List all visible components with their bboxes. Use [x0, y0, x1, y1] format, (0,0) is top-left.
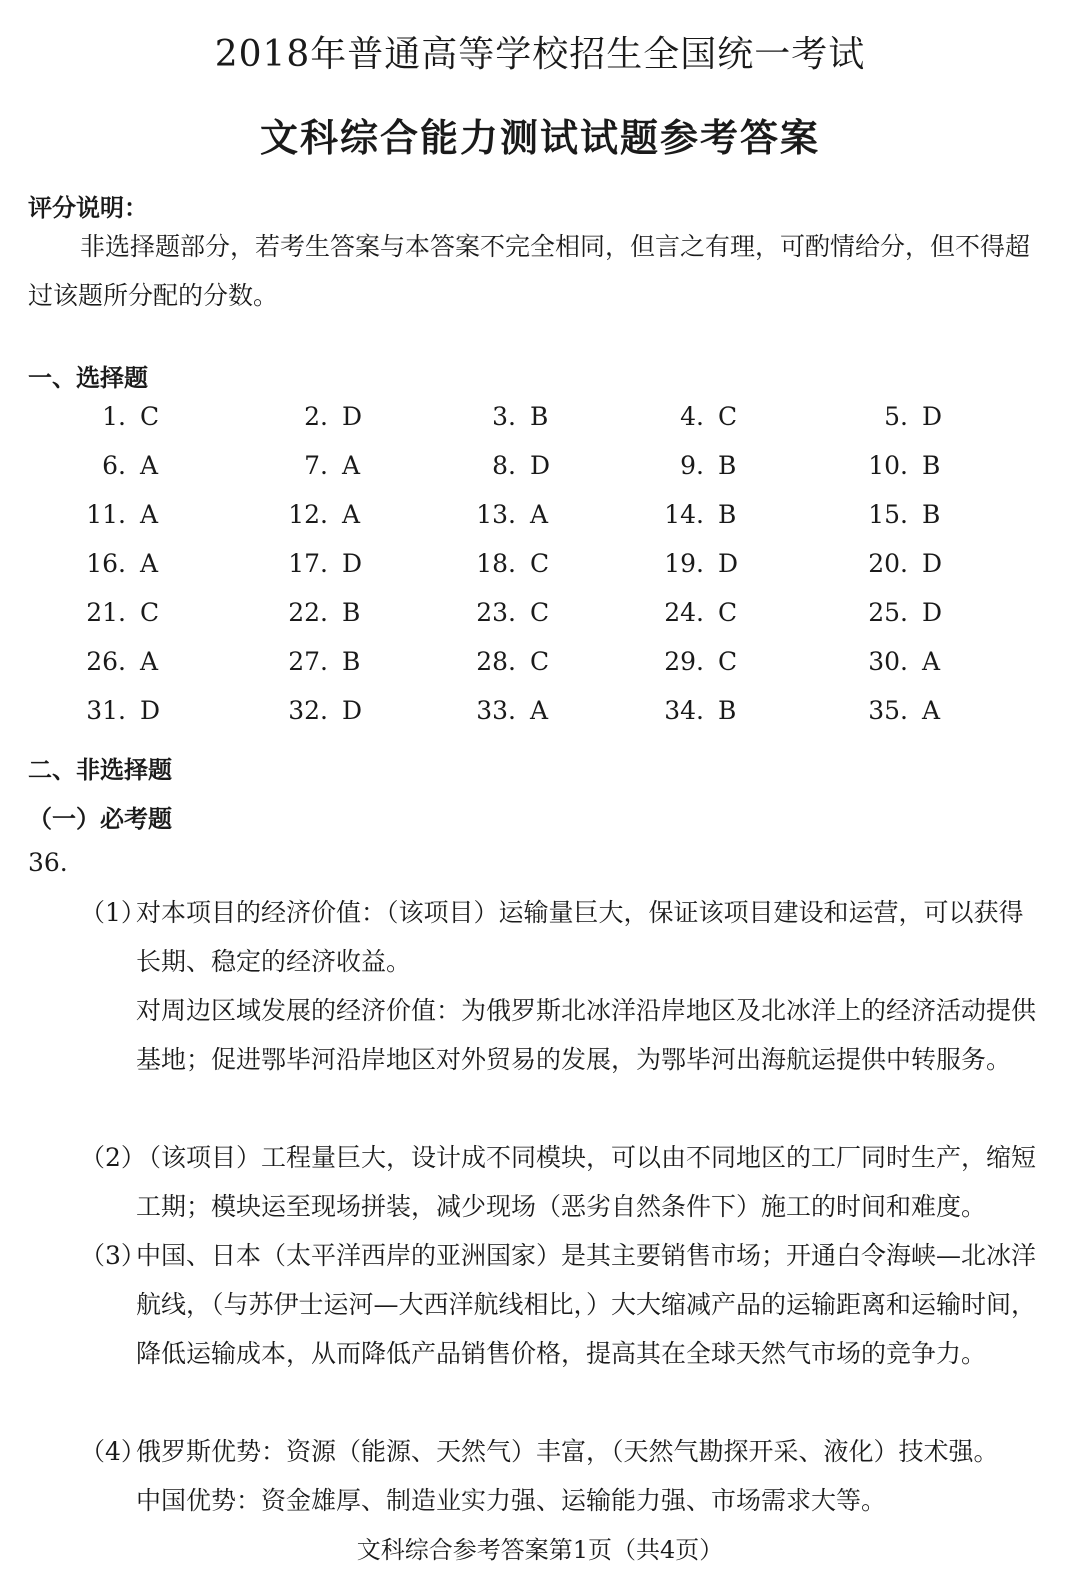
answer-item: [60, 696, 160, 725]
answer-item: [842, 696, 940, 725]
page-footer: 文科综合参考答案第1页（共4页）: [356, 1536, 724, 1564]
question-number: 23.: [476, 598, 516, 627]
answer-letter: C: [140, 402, 160, 431]
answer-item: [638, 549, 738, 578]
answer-item: [638, 647, 737, 676]
answer-letter: D: [922, 598, 943, 627]
answer-letter: A: [922, 647, 941, 676]
q36-part-4-label: （4）: [80, 1437, 146, 1466]
answer-item: [262, 598, 360, 627]
answer-item: [60, 500, 158, 529]
answer-letter: D: [342, 696, 363, 725]
answer-letter: A: [140, 500, 159, 529]
question-number: 3.: [492, 402, 516, 431]
question-number: 32.: [288, 696, 328, 725]
question-number: 21.: [86, 598, 126, 627]
answer-letter: D: [922, 549, 943, 578]
section1-heading: 一、选择题: [28, 364, 148, 392]
document-title: 文科综合能力测试试题参考答案: [259, 116, 820, 160]
answer-row: [0, 500, 1080, 540]
q36-part-2-text: （该项目）工程量巨大，设计成不同模块，可以由不同地区的工厂同时生产，缩短工期；模块运至现场拼装，减少现场（恶劣自然条件下）施工的时间和难度。: [136, 1143, 1037, 1221]
q36-part-4-paragraph-1: 俄罗斯优势：资源（能源、天然气）丰富，（天然气勘探开采、液化）技术强。: [136, 1437, 999, 1466]
question-number: 30.: [868, 647, 908, 676]
answer-item: [262, 696, 362, 725]
question-number: 9.: [680, 451, 704, 480]
answer-row: [0, 696, 1080, 736]
answer-item: [842, 647, 940, 676]
question-number: 24.: [664, 598, 704, 627]
answer-item: [638, 598, 737, 627]
q36-part-3-text: 中国、日本（太平洋西岸的亚洲国家）是其主要销售市场；开通白令海峡—北冰洋航线，（与苏伊士运河—大西洋航线相比，）大大缩减产品的运输距离和运输时间，降低运输成本，从而降低产品销售价格，提高其在全球天然气市场的竞争力。: [136, 1241, 1037, 1368]
answer-row: [0, 451, 1080, 491]
answer-letter: B: [530, 402, 549, 431]
answer-item: [60, 549, 158, 578]
question-number: 2.: [304, 402, 328, 431]
answer-item: [450, 451, 550, 480]
question-number: 31.: [86, 696, 126, 725]
answer-letter: D: [342, 402, 363, 431]
q36-part-4: [80, 1427, 1050, 1525]
answer-letter: D: [922, 402, 943, 431]
answer-item: [638, 451, 736, 480]
answer-item: [638, 402, 737, 431]
answer-letter: A: [342, 500, 361, 529]
answer-item: [60, 598, 159, 627]
question-number: 19.: [664, 549, 704, 578]
q36-part-3-label: （3）: [80, 1241, 146, 1270]
answer-item: [262, 451, 360, 480]
question-number: 4.: [680, 402, 704, 431]
answer-item: [60, 451, 158, 480]
answer-letter: A: [140, 451, 159, 480]
question-number: 18.: [476, 549, 516, 578]
answer-letter: B: [718, 451, 737, 480]
question-number: 26.: [86, 647, 126, 676]
question-number: 5.: [884, 402, 908, 431]
answer-letter: C: [718, 402, 738, 431]
question-number: 17.: [288, 549, 328, 578]
answer-letter: C: [530, 549, 550, 578]
answer-letter: C: [718, 647, 738, 676]
answer-row: [0, 647, 1080, 687]
answer-letter: D: [530, 451, 551, 480]
q36-part-1: [80, 888, 1050, 1133]
answer-item: [450, 647, 549, 676]
question-number: 34.: [664, 696, 704, 725]
required-questions-heading: （一）必考题: [28, 805, 172, 833]
answer-item: [262, 402, 362, 431]
q36-part-2: [80, 1133, 1050, 1231]
answer-item: [60, 402, 159, 431]
scoring-heading: 评分说明：: [28, 194, 148, 222]
answer-row: [0, 549, 1080, 589]
answer-item: [842, 549, 942, 578]
answer-item: [842, 402, 942, 431]
question-number: 33.: [476, 696, 516, 725]
q36-part-1-text: [136, 888, 1046, 1084]
answer-letter: D: [718, 549, 739, 578]
answer-letter: A: [140, 647, 159, 676]
answer-letter: A: [140, 549, 159, 578]
answer-letter: B: [342, 598, 361, 627]
answer-item: [842, 598, 942, 627]
answer-letter: A: [530, 500, 549, 529]
answer-letter: B: [922, 500, 941, 529]
answer-letter: D: [140, 696, 161, 725]
question-number: 7.: [304, 451, 328, 480]
answer-row: [0, 598, 1080, 638]
answer-letter: C: [530, 598, 550, 627]
answer-item: [262, 647, 360, 676]
answer-item: [450, 549, 549, 578]
question-number: 10.: [868, 451, 908, 480]
exam-title: 2018年普通高等学校招生全国统一考试: [214, 34, 866, 75]
answer-letter: C: [530, 647, 550, 676]
answer-item: [842, 500, 940, 529]
question-number: 27.: [288, 647, 328, 676]
answer-item: [262, 500, 360, 529]
question-number: 29.: [664, 647, 704, 676]
answer-letter: C: [140, 598, 160, 627]
answer-letter: D: [342, 549, 363, 578]
answer-item: [450, 500, 548, 529]
question-number: 16.: [86, 549, 126, 578]
question-number: 20.: [868, 549, 908, 578]
question-number: 22.: [288, 598, 328, 627]
question-number: 25.: [868, 598, 908, 627]
question-number: 35.: [868, 696, 908, 725]
question-number: 6.: [102, 451, 126, 480]
answer-letter: A: [530, 696, 549, 725]
q36-part-1-label: （1）: [80, 898, 146, 927]
q36-part-1-paragraph-1: 对本项目的经济价值：（该项目）运输量巨大，保证该项目建设和运营，可以获得长期、稳定的经济收益。: [136, 898, 1024, 976]
answer-letter: B: [718, 500, 737, 529]
answer-item: [450, 598, 549, 627]
question-number: 11.: [86, 500, 126, 529]
question-number: 12.: [288, 500, 328, 529]
answer-item: [60, 647, 158, 676]
q36-part-3: [80, 1231, 1050, 1427]
answer-item: [262, 549, 362, 578]
question-number: 15.: [868, 500, 908, 529]
section2-heading: 二、非选择题: [28, 756, 172, 784]
answer-letter: A: [342, 451, 361, 480]
answer-item: [450, 696, 548, 725]
answer-letter: B: [922, 451, 941, 480]
answer-item: [638, 500, 736, 529]
q36-part-1-paragraph-2: 对周边区域发展的经济价值：为俄罗斯北冰洋沿岸地区及北冰洋上的经济活动提供基地；促进鄂毕河沿岸地区对外贸易的发展，为鄂毕河出海航运提供中转服务。: [136, 996, 1037, 1074]
answer-letter: A: [922, 696, 941, 725]
answer-item: [842, 451, 940, 480]
answer-item: [450, 402, 548, 431]
scoring-text: 非选择题部分，若考生答案与本答案不完全相同，但言之有理，可酌情给分，但不得超过该题所分配的分数。: [28, 232, 1031, 310]
question-number: 1.: [102, 402, 126, 431]
q36-part-4-text: [136, 1427, 1046, 1525]
answer-letter: B: [342, 647, 361, 676]
q36-part-2-label: （2）: [80, 1143, 146, 1172]
question-number: 8.: [492, 451, 516, 480]
answer-letter: B: [718, 696, 737, 725]
answer-letter: C: [718, 598, 738, 627]
q36-part-4-paragraph-2: 中国优势：资金雄厚、制造业实力强、运输能力强、市场需求大等。: [136, 1486, 887, 1515]
question-number: 13.: [476, 500, 516, 529]
question-number: 28.: [476, 647, 516, 676]
answer-row: [0, 402, 1080, 442]
question-number: 14.: [664, 500, 704, 529]
question-36-number: 36.: [28, 848, 68, 877]
answer-item: [638, 696, 736, 725]
